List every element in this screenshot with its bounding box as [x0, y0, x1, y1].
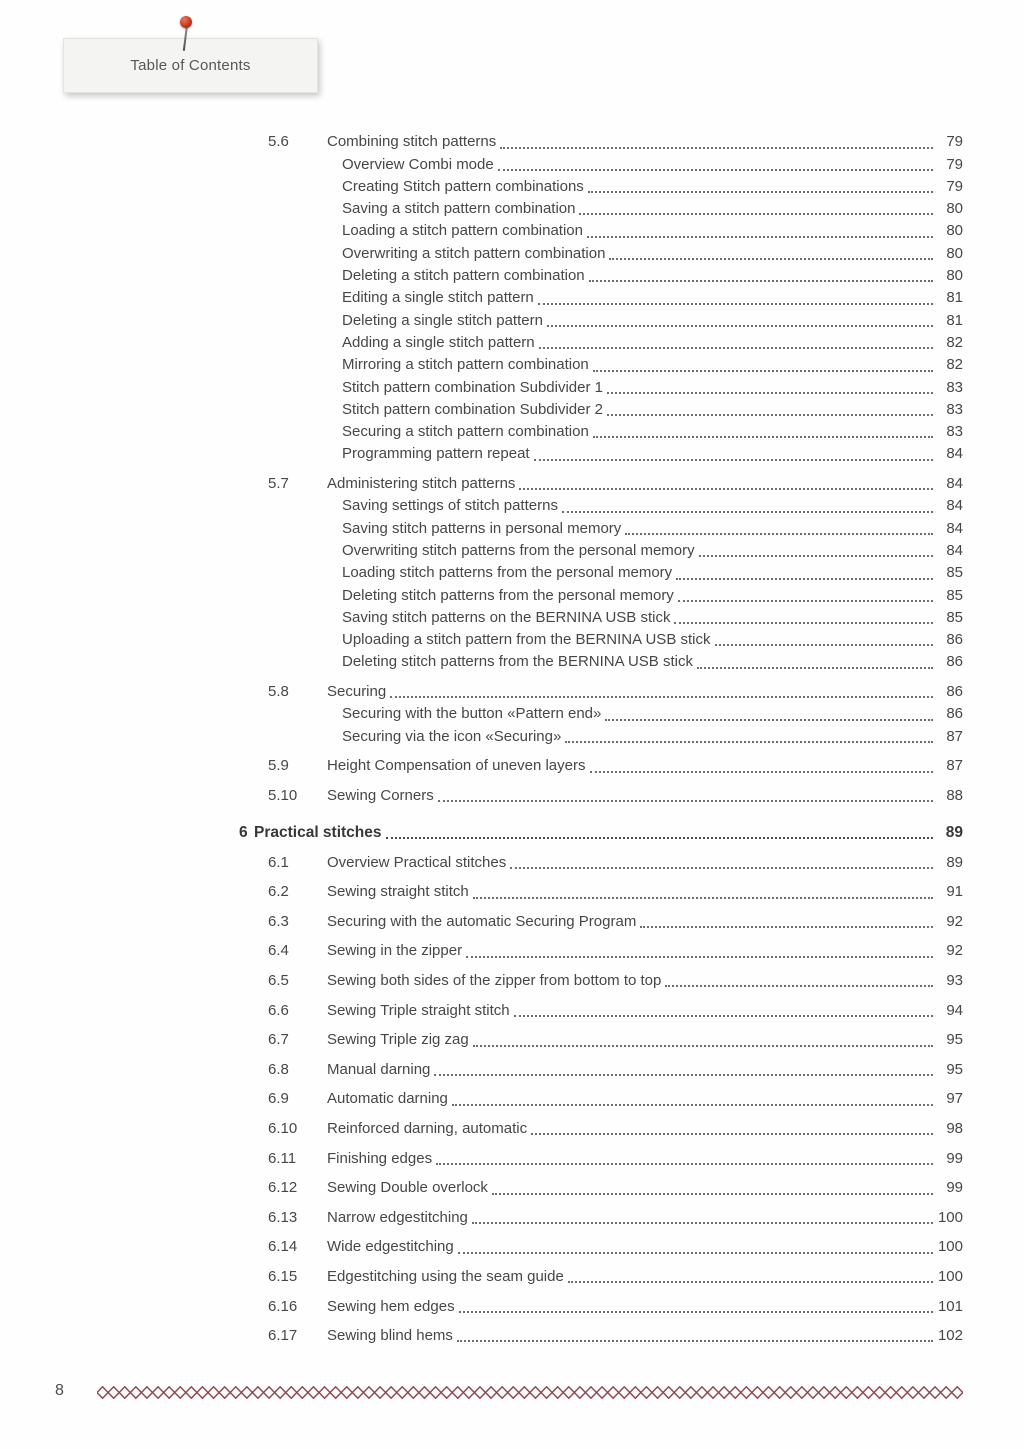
dot-leader	[500, 147, 933, 149]
toc-sub-row	[239, 220, 963, 242]
dot-leader	[593, 436, 933, 438]
toc-entry-page: 88	[946, 786, 963, 804]
toc-entry-number: 6.13	[268, 1208, 298, 1226]
toc-sub-row	[239, 518, 963, 540]
toc-entry-page: 87	[946, 727, 963, 745]
toc-entry-title: Overwriting stitch patterns from the personal memory	[342, 541, 695, 559]
toc-entry-title: Overview Practical stitches	[327, 853, 507, 871]
toc-entry-number: 6.8	[268, 1060, 289, 1078]
toc-entry-page: 84	[946, 475, 963, 493]
dot-leader	[562, 511, 933, 513]
toc-sub-row	[239, 629, 963, 651]
toc-entry-number: 6.17	[268, 1327, 298, 1345]
toc-entry-title: Overwriting a stitch pattern combination	[342, 244, 606, 262]
toc-sub-row	[239, 377, 963, 399]
toc-entry-page: 79	[946, 155, 963, 173]
dot-leader	[438, 800, 933, 802]
toc-entry-title: Automatic darning	[327, 1090, 448, 1108]
dot-leader	[498, 169, 933, 171]
toc-section-row	[239, 473, 963, 495]
dot-leader	[510, 867, 933, 869]
toc-entry-title: Narrow edgestitching	[327, 1208, 468, 1226]
toc-section-row	[239, 881, 963, 903]
pin-needle	[183, 25, 188, 51]
page-number: 8	[55, 1382, 64, 1399]
toc-entry-title: Edgestitching using the seam guide	[327, 1268, 564, 1285]
toc-entry-page: 92	[946, 912, 963, 930]
toc-entry-page: 85	[946, 608, 963, 626]
dot-leader	[539, 347, 933, 349]
dot-leader	[434, 1074, 933, 1076]
toc-entry-number: 6.12	[268, 1179, 298, 1197]
toc-entry-number: 6.9	[268, 1090, 289, 1108]
toc-entry-title: Deleting stitch patterns from the personal memory	[342, 586, 674, 604]
toc-entry-number: 6.2	[268, 883, 289, 901]
toc-sub-row	[239, 540, 963, 562]
dot-leader	[579, 213, 933, 215]
toc-entry-title: Uploading a stitch pattern from the BERNINA USB stick	[342, 631, 711, 649]
dot-leader	[547, 325, 933, 327]
dot-leader	[473, 897, 933, 899]
toc-section-row	[239, 1088, 963, 1110]
toc-entry-page: 80	[946, 244, 963, 262]
dot-leader	[390, 696, 933, 698]
toc-entry-page: 80	[946, 200, 963, 218]
toc-entry-title: Adding a single stitch pattern	[342, 333, 535, 351]
toc-entry-number: 6.11	[268, 1149, 297, 1167]
toc-section-row	[239, 755, 963, 777]
dot-leader	[607, 414, 933, 416]
toc-entry-title: Loading stitch patterns from the personal memory	[342, 564, 673, 582]
toc-entry-title: Deleting a single stitch pattern	[342, 311, 543, 329]
dot-leader	[436, 1163, 933, 1165]
toc-entry-page: 94	[946, 1001, 963, 1019]
toc-entry-page: 101	[937, 1297, 963, 1315]
toc-entry-page: 91	[946, 883, 963, 901]
toc-sub-row	[239, 562, 963, 584]
toc-entry-title: Loading a stitch pattern combination	[342, 222, 583, 240]
toc-sub-row	[239, 495, 963, 517]
toc-chapter-row	[239, 822, 963, 844]
toc-entry-page: 99	[946, 1149, 963, 1167]
dot-leader	[534, 459, 933, 461]
toc-section-row	[239, 911, 963, 933]
toc-entry-title: Saving stitch patterns in personal memory	[342, 519, 622, 537]
toc-list	[239, 124, 963, 1347]
dot-leader	[565, 741, 933, 743]
toc-entry-page: 85	[946, 564, 963, 582]
toc-entry-number: 6.3	[268, 912, 289, 930]
toc-sub-row	[239, 154, 963, 176]
toc-entry-title: Stitch pattern combination Subdivider 1	[342, 378, 603, 396]
toc-entry-title: Securing via the icon «Securing»	[342, 727, 562, 745]
toc-entry-title: Stitch pattern combination Subdivider 2	[342, 400, 603, 418]
toc-entry-title: Securing	[327, 683, 387, 701]
toc-entry-page: 89	[945, 824, 963, 842]
toc-entry-title: Editing a single stitch pattern	[342, 289, 534, 307]
toc-section-row	[239, 1059, 963, 1081]
toc-entry-title: Creating Stitch pattern combinations	[342, 177, 584, 195]
toc-entry-page: 81	[946, 311, 963, 329]
toc-entry-page: 102	[937, 1327, 963, 1345]
toc-entry-page: 95	[946, 1060, 963, 1078]
dot-leader	[568, 1281, 933, 1283]
toc-entry-number: 6.14	[268, 1238, 298, 1256]
toc-entry-page: 97	[946, 1090, 963, 1108]
toc-entry-title: Securing with the automatic Securing Program	[327, 912, 637, 930]
toc-entry-page: 82	[946, 356, 963, 374]
toc-entry-page: 80	[946, 267, 963, 285]
dot-leader	[587, 236, 933, 238]
dot-leader	[452, 1104, 933, 1106]
toc-entry-page: 86	[946, 653, 963, 671]
toc-section-row	[239, 1325, 963, 1347]
toc-entry-title: Reinforced darning, automatic	[327, 1120, 528, 1138]
toc-section-row	[239, 1296, 963, 1318]
toc-entry-page: 86	[946, 631, 963, 649]
dot-leader	[386, 837, 933, 839]
toc-sub-row	[239, 726, 963, 748]
toc-entry-title: Sewing Corners	[327, 786, 434, 804]
toc-entry-page: 87	[946, 757, 963, 775]
toc-entry-page: 84	[946, 497, 963, 515]
toc-entry-number: 6.1	[268, 853, 289, 871]
toc-entry-title: Sewing hem edges	[327, 1297, 455, 1315]
dot-leader	[676, 578, 933, 580]
toc-entry-title: Saving stitch patterns on the BERNINA USB stick	[342, 608, 671, 626]
toc-entry-page: 83	[946, 378, 963, 396]
dot-leader	[472, 1222, 933, 1224]
dot-leader	[699, 555, 933, 557]
toc-entry-page: 84	[946, 541, 963, 559]
dot-leader	[492, 1193, 933, 1195]
toc-sub-row	[239, 243, 963, 265]
dot-leader	[674, 622, 933, 624]
toc-entry-title: Sewing Triple zig zag	[327, 1031, 469, 1049]
toc-entry-number: 6.15	[268, 1268, 298, 1285]
dot-leader	[697, 667, 933, 669]
toc-section-row	[239, 1029, 963, 1051]
dot-leader	[514, 1015, 933, 1017]
toc-entry-number: 6.6	[268, 1001, 289, 1019]
toc-sub-row	[239, 287, 963, 309]
toc-sub-row	[239, 354, 963, 376]
toc-entry-page: 100	[937, 1208, 963, 1226]
toc-entry-title: Sewing blind hems	[327, 1327, 453, 1345]
dot-leader	[590, 771, 934, 773]
toc-entry-page: 82	[946, 333, 963, 351]
toc-entry-title: Mirroring a stitch pattern combination	[342, 356, 589, 374]
toc-entry-number: 6.10	[268, 1120, 298, 1138]
dot-leader	[588, 191, 933, 193]
toc-entry-number: 5.6	[268, 133, 289, 151]
tab-label: Table of Contents	[130, 57, 251, 74]
toc-entry-title: Sewing Double overlock	[327, 1179, 488, 1197]
dot-leader	[457, 1340, 933, 1342]
toc-sub-row	[239, 443, 963, 465]
toc-entry-title: Saving a stitch pattern combination	[342, 200, 576, 218]
toc-sub-row	[239, 703, 963, 725]
dot-leader	[715, 644, 934, 646]
toc-entry-title: Sewing both sides of the zipper from bottom to top	[327, 972, 662, 990]
dot-leader	[519, 488, 933, 490]
dot-leader	[538, 303, 933, 305]
toc-entry-page: 85	[946, 586, 963, 604]
toc-entry-page: 81	[946, 289, 963, 307]
toc-sub-row	[239, 399, 963, 421]
toc-section-row	[239, 1177, 963, 1199]
dot-leader	[459, 1311, 933, 1313]
dot-leader	[466, 956, 933, 958]
dot-leader	[665, 985, 933, 987]
toc-entry-title: Saving settings of stitch patterns	[342, 497, 558, 515]
toc-entry-page: 99	[946, 1179, 963, 1197]
toc-section-row	[239, 1000, 963, 1022]
dot-leader	[589, 280, 933, 282]
toc-entry-title: Deleting stitch patterns from the BERNINA USB stick	[342, 653, 693, 671]
dot-leader	[531, 1133, 933, 1135]
toc-entry-number: 6.16	[268, 1297, 298, 1315]
toc-entry-page: 83	[946, 423, 963, 441]
toc-entry-number: 5.8	[268, 683, 289, 701]
dot-leader	[593, 370, 933, 372]
toc-entry-page: 89	[946, 853, 963, 871]
toc-entry-title: Practical stitches	[254, 824, 382, 842]
toc-entry-title: Sewing straight stitch	[327, 883, 469, 901]
toc-entry-title: Wide edgestitching	[327, 1238, 454, 1256]
toc-entry-number: 6.7	[268, 1031, 289, 1049]
dot-leader	[640, 926, 933, 928]
toc-entry-page: 100	[937, 1268, 963, 1285]
toc-section-row	[239, 1207, 963, 1229]
toc-entry-title: Administering stitch patterns	[327, 475, 516, 493]
toc-section-row	[239, 970, 963, 992]
toc-section-row	[239, 1148, 963, 1170]
dot-leader	[678, 600, 933, 602]
dot-leader	[607, 392, 933, 394]
toc-entry-page: 80	[946, 222, 963, 240]
toc-section-row	[239, 1236, 963, 1258]
toc-entry-number: 5.9	[268, 757, 289, 775]
toc-entry-page: 79	[946, 133, 963, 151]
toc-sub-row	[239, 332, 963, 354]
toc-sub-row	[239, 585, 963, 607]
toc-entry-page: 86	[946, 705, 963, 723]
toc-entry-title: Deleting a stitch pattern combination	[342, 267, 585, 285]
toc-entry-title: Overview Combi mode	[342, 155, 494, 173]
toc-entry-number: 6	[239, 824, 248, 842]
toc-sub-row	[239, 176, 963, 198]
toc-entry-title: Securing with the button «Pattern end»	[342, 705, 602, 723]
toc-section-row	[239, 940, 963, 962]
toc-entry-title: Programming pattern repeat	[342, 445, 530, 463]
dot-leader	[625, 533, 933, 535]
toc-entry-title: Combining stitch patterns	[327, 133, 497, 151]
toc-entry-page: 92	[946, 942, 963, 960]
toc-sub-row	[239, 265, 963, 287]
toc-entry-page: 100	[937, 1238, 963, 1256]
toc-entry-page: 95	[946, 1031, 963, 1049]
toc-sub-row	[239, 607, 963, 629]
toc-entry-page: 83	[946, 400, 963, 418]
toc-section-row	[239, 1118, 963, 1140]
dot-leader	[473, 1045, 933, 1047]
toc-entry-number: 6.5	[268, 972, 289, 990]
toc-entry-title: Sewing in the zipper	[327, 942, 463, 960]
dot-leader	[609, 258, 933, 260]
toc-section-row	[239, 785, 963, 807]
toc-section-row	[239, 131, 963, 153]
toc-entry-page: 84	[946, 519, 963, 537]
toc-sub-row	[239, 310, 963, 332]
pin-head	[180, 16, 192, 28]
toc-entry-page: 84	[946, 445, 963, 463]
toc-section-row	[239, 681, 963, 703]
toc-entry-number: 5.7	[268, 475, 289, 493]
dot-leader	[458, 1252, 933, 1254]
toc-sub-row	[239, 651, 963, 673]
toc-entry-number: 6.4	[268, 942, 289, 960]
toc-entry-page: 86	[946, 683, 963, 701]
dot-leader	[605, 719, 933, 721]
toc-sub-row	[239, 421, 963, 443]
toc-entry-number: 5.10	[268, 786, 298, 804]
toc-entry-title: Finishing edges	[327, 1149, 433, 1167]
toc-section-row	[239, 852, 963, 874]
toc-entry-page: 93	[946, 972, 963, 990]
push-pin-icon	[170, 8, 210, 58]
toc-entry-title: Securing a stitch pattern combination	[342, 423, 589, 441]
stitch-border-decoration	[97, 1385, 963, 1400]
toc-sub-row	[239, 198, 963, 220]
toc-entry-page: 98	[946, 1120, 963, 1138]
toc-entry-title: Manual darning	[327, 1060, 431, 1078]
toc-entry-title: Height Compensation of uneven layers	[327, 757, 586, 775]
toc-entry-title: Sewing Triple straight stitch	[327, 1001, 510, 1019]
toc-section-row	[239, 1266, 963, 1288]
toc-entry-page: 79	[946, 177, 963, 195]
